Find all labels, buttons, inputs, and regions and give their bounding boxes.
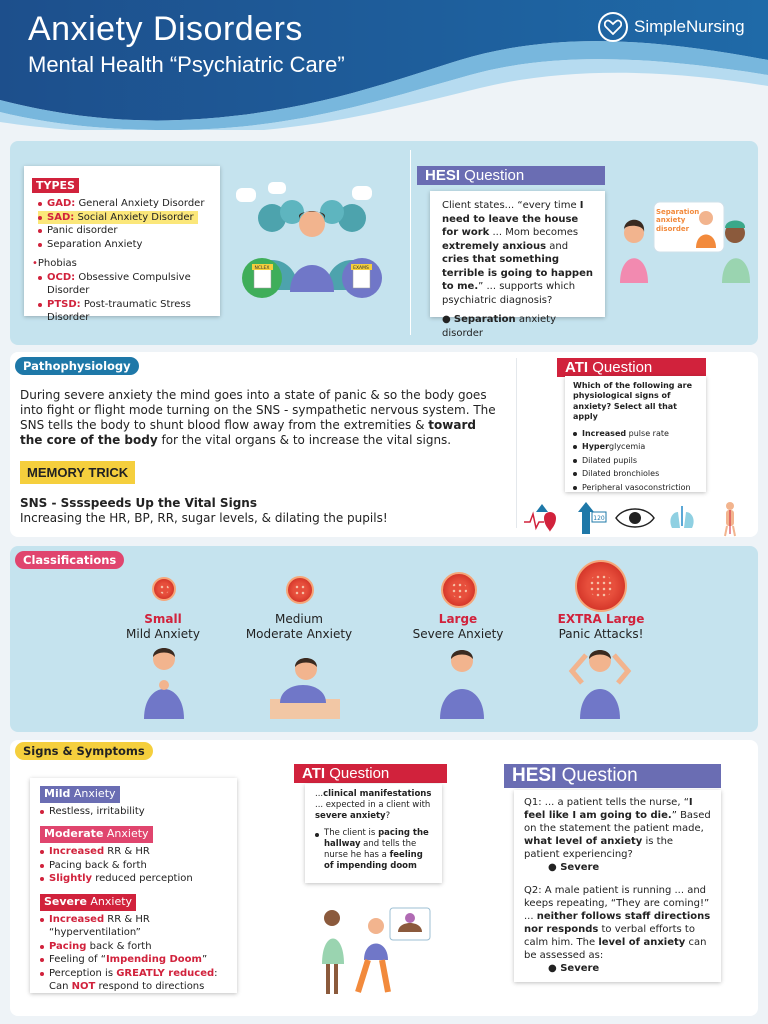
heart-logo-icon <box>598 12 628 42</box>
anxiety-size-large <box>441 572 477 608</box>
signs-label: Signs & Symptoms <box>15 742 153 760</box>
moderate-person-illustration <box>270 658 340 719</box>
svg-text:120: 120 <box>593 515 605 522</box>
level-severe: Large Severe Anxiety <box>412 612 504 641</box>
types-list-2 <box>38 271 212 325</box>
severe-person-illustration <box>440 650 484 719</box>
anxiety-people-row <box>130 643 650 723</box>
ati-question-2-text: ...clinical manifestations ... expected in a client with severe anxiety? <box>315 789 432 822</box>
hesi-q1: Q1: ... a patient tells the nurse, “I feel like I am going to die.” Based on the statement the patient made, what level of anxiety is the patient experiencing? <box>524 797 711 860</box>
list-item: PTSD: Post-traumatic Stress Disorder <box>38 298 212 325</box>
nurse-patient-illustration <box>318 904 438 1000</box>
list-item: Peripheral vasoconstriction <box>573 481 698 495</box>
mild-anxiety-heading: Mild Anxiety <box>40 786 120 803</box>
types-list <box>38 197 212 251</box>
nclex-label: NCLEX <box>254 266 270 271</box>
level-mild: Small Mild Anxiety <box>126 612 200 641</box>
ati-question-2-answer <box>315 828 432 872</box>
eye-icon <box>616 509 654 527</box>
hesi-q2: Q2: A male patient is running ... and keeps repeating, “They are coming!” ... neither follows staff directions nor responds to verbal efforts to calm him. The level of anxiety can be assessed as: <box>524 885 711 961</box>
classifications-label: Classifications <box>15 551 124 569</box>
types-card <box>24 166 220 323</box>
list-item: Increased RR & HR “hyperventilation” <box>40 913 227 940</box>
severe-last-line: Can NOT respond to directions <box>49 981 205 993</box>
hesi-question-card <box>430 191 605 339</box>
brand-name: SimpleNursing <box>634 17 745 36</box>
blood-pressure-icon <box>578 502 606 534</box>
page-subtitle: Mental Health “Psychiatric Care” <box>28 52 345 77</box>
brand <box>598 12 745 42</box>
list-item: Pacing back & forth <box>40 940 227 954</box>
hesi-question-text: Client states... “every time I need to leave the house for work ... Mom becomes extremely anxious and cries that something terrible is going to happen to me.” ... supports which psychiatric diagnosis? <box>442 200 593 306</box>
list-item: Increased RR & HR <box>40 845 227 859</box>
ati-question-text: Which of the following are physiological signs of anxiety? Select all that apply <box>573 381 693 422</box>
list-item: Panic disorder <box>38 224 212 238</box>
severe-list <box>40 913 227 981</box>
list-item: Pacing back & forth <box>40 859 227 873</box>
sns-memory <box>20 496 500 526</box>
panic-person-illustration <box>572 650 628 719</box>
list-item: OCD: Obsessive Compulsive Disorder <box>38 271 212 298</box>
hesi-answer: ● Separation anxiety disorder <box>442 314 557 339</box>
patho-text: During severe anxiety the mind goes into a state of panic & so the body goes into fight or flight mode turning on the SNS - sympathetic nervous system. The SNS tells the body to shunt blood flow away from the extremities & toward the core of the body for the vital organs & to increase the vital signs. <box>20 388 496 447</box>
patho-label: Pathophysiology <box>15 357 139 375</box>
types-heading: TYPES <box>32 178 79 193</box>
page-title: Anxiety Disorders <box>28 10 303 48</box>
ati-options <box>573 427 698 495</box>
hesi-question-title: HESI Question <box>417 166 605 185</box>
list-item: Feeling of “Impending Doom” <box>40 953 227 967</box>
signs-card <box>30 778 237 993</box>
ati-question-2-title: ATI Question <box>294 764 447 783</box>
list-item: Separation Anxiety <box>38 238 212 252</box>
moderate-list <box>40 845 227 886</box>
ati-question-title: ATI Question <box>557 358 706 377</box>
moderate-anxiety-heading: Moderate Anxiety <box>40 826 153 843</box>
hesi-a1: ● Severe <box>548 862 600 873</box>
sns-body: Increasing the HR, BP, RR, sugar levels, & dilating the pupils! <box>20 511 388 525</box>
exams-label: EXAMS <box>353 266 369 271</box>
anxiety-size-medium <box>286 576 314 604</box>
circulation-body-icon <box>725 502 735 536</box>
list-item: The client is pacing the hallway and tells the nurse he has a feeling of impending doom <box>315 828 432 872</box>
ati-question-2-card <box>305 784 442 883</box>
list-item: Perception is GREATLY reduced: <box>40 967 227 981</box>
anxiety-size-extra-large <box>575 560 627 612</box>
divider <box>410 150 411 335</box>
list-item: GAD: General Anxiety Disorder <box>38 197 212 211</box>
list-item: SAD: Social Anxiety Disorder <box>38 211 198 225</box>
mild-list <box>40 805 227 819</box>
memory-trick-badge: MEMORY TRICK <box>20 461 135 484</box>
sns-title: SNS - Sssspeeds Up the Vital Signs <box>20 496 257 510</box>
level-moderate: Medium Moderate Anxiety <box>245 612 353 641</box>
mild-person-illustration <box>144 648 184 719</box>
thought-bubble-text: Separation anxiety disorder <box>656 208 700 233</box>
anxiety-size-small <box>152 577 176 601</box>
lungs-icon <box>670 506 693 528</box>
ati-question-card <box>565 376 706 492</box>
vital-signs-icons <box>522 498 754 538</box>
hesi-question-2-card <box>514 790 721 982</box>
severe-anxiety-heading: Severe Anxiety <box>40 894 136 911</box>
header <box>0 0 768 130</box>
list-item: Dilated bronchioles <box>573 467 698 481</box>
divider <box>516 358 517 528</box>
list-item: Restless, irritability <box>40 805 227 819</box>
heart-rate-icon <box>524 504 556 532</box>
hesi-question-2-title: HESI Question <box>504 764 721 788</box>
list-item: Dilated pupils <box>573 454 698 468</box>
phobias-label: •Phobias <box>32 258 77 269</box>
list-item: Slightly reduced perception <box>40 872 227 886</box>
anxious-people-illustration <box>232 180 392 305</box>
list-item: Hyperglycemia <box>573 440 698 454</box>
level-panic: EXTRA Large Panic Attacks! <box>557 612 645 641</box>
hesi-a2: ● Severe <box>548 963 600 974</box>
list-item: Increased pulse rate <box>573 427 698 441</box>
